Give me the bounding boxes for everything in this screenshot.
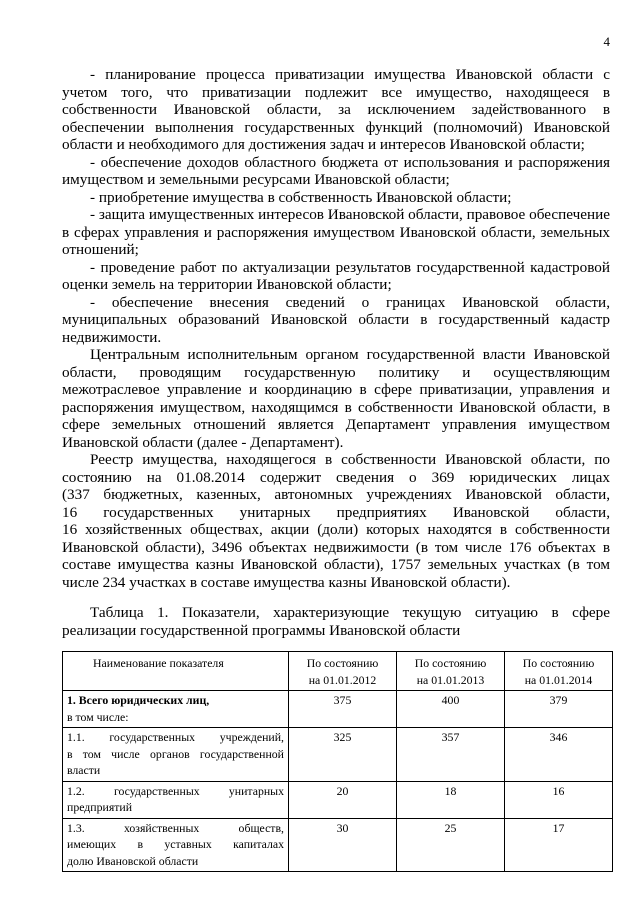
body-line: составе имущества казны Ивановской области), 1757 земельных участках (в том (62, 556, 610, 573)
body-line: обеспечении выполнения государственных функций (полномочий) Ивановской (62, 118, 610, 136)
body-line: межотраслевое управление и координацию в сфере приватизации, управления и (62, 381, 610, 398)
body-line: оценки земель на территории Ивановской области; (62, 276, 392, 293)
indicator-name-line: в том числе: (67, 709, 129, 724)
body-line: (337 бюджетных, казенных, автономных учреждениях Ивановской области, (62, 486, 610, 503)
value-cell: 17 (505, 818, 613, 872)
page-number: 4 (603, 34, 610, 49)
body-line: - обеспечение доходов областного бюджета от использования и распоряжения (90, 153, 610, 171)
body-line: - обеспечение внесения сведений о границах Ивановской области, (90, 293, 610, 311)
value-cell: 25 (397, 818, 505, 872)
body-line: 16 государственных унитарных предприятиях Ивановской области, (62, 503, 610, 521)
body-line: Ивановской области), 3496 объектах недвижимости (в том числе 176 объектах в (62, 538, 610, 556)
body-line: состоянию на 01.08.2014 содержит сведения о 369 юридических лицах (62, 468, 610, 486)
header-line: на 01.01.2014 (524, 672, 593, 687)
body-line: учетом того, что приватизации подлежит все имущество, находящееся в (62, 83, 610, 101)
value-cell: 325 (289, 728, 397, 782)
body-line: сфере земельных отношений является Департамент управления имуществом (62, 416, 610, 433)
value-cell: 357 (397, 728, 505, 782)
body-line: Центральным исполнительным органом государственной власти Ивановской (90, 346, 610, 363)
header-line: По состоянию (306, 656, 379, 670)
table-row (63, 818, 613, 872)
body-line: - планирование процесса приватизации имущества Ивановской области с (90, 66, 610, 83)
indicator-name-line: долю Ивановской области (67, 853, 199, 868)
indicator-name-cell (63, 781, 289, 818)
indicator-name-line: власти (67, 763, 101, 777)
value-cell: 16 (505, 781, 613, 818)
header-line: на 01.01.2012 (308, 672, 377, 687)
table-caption-line: реализации государственной программы Ивановской области (62, 621, 461, 639)
table-row (63, 728, 613, 782)
indicator-name-line: предприятий (67, 800, 133, 814)
value-cell: 20 (289, 781, 397, 818)
header-line: По состоянию (414, 656, 487, 670)
indicator-name-line: 1. Всего юридических лиц, (67, 693, 210, 707)
body-line: - защита имущественных интересов Ивановской области, правовое обеспечение (90, 206, 610, 223)
header-2014 (505, 652, 613, 691)
header-2013 (397, 652, 505, 691)
indicator-name-line: в том числе органов государственной (67, 746, 284, 761)
value-cell: 400 (397, 691, 505, 728)
body-line: - приобретение имущества в собственность Ивановской области; (90, 188, 512, 206)
body-line: Ивановской области (далее - Департамент). (62, 433, 344, 451)
indicator-name-line: 1.2. государственных унитарных (67, 783, 284, 798)
body-line: муниципальных образований Ивановской области в государственный кадастр (62, 311, 610, 328)
indicators-table (62, 651, 613, 872)
body-line: распоряжения имуществом, находящимся в собственности Ивановской области, в (62, 398, 610, 416)
body-line: области и необходимого для достижения задач и интересов Ивановской области; (62, 136, 585, 153)
indicator-name-line: 1.3. хозяйственных обществ, (67, 820, 284, 835)
body-line: отношений; (62, 241, 139, 258)
value-cell: 375 (289, 691, 397, 728)
table-header-row (63, 652, 613, 691)
value-cell: 30 (289, 818, 397, 872)
value-cell: 346 (505, 728, 613, 782)
body-line: недвижимости. (62, 328, 162, 346)
body-text (62, 66, 610, 591)
table-row (63, 691, 613, 728)
indicator-name-cell (63, 728, 289, 782)
body-line: числе 234 участках в составе имущества казны Ивановской области). (62, 573, 511, 591)
header-indicator-name: Наименование показателя (63, 652, 289, 691)
table-caption-line: Таблица 1. Показатели, характеризующие текущую ситуацию в сфере (90, 604, 610, 621)
body-line: области, проводящим государственную политику и осуществляющим (62, 363, 610, 381)
body-line: Реестр имущества, находящегося в собственности Ивановской области, по (90, 451, 610, 468)
body-line: имуществом и земельными ресурсами Ивановской области; (62, 171, 450, 188)
body-line: собственности Ивановской области, за исключением задействованного в (62, 101, 610, 118)
body-line: в сферах управления и распоряжения имуществом Ивановской области, земельных (62, 223, 610, 241)
indicator-name-cell (63, 691, 289, 728)
value-cell: 379 (505, 691, 613, 728)
table-row (63, 781, 613, 818)
body-line: - проведение работ по актуализации результатов государственной кадастровой (90, 258, 610, 276)
value-cell: 18 (397, 781, 505, 818)
indicator-name-line: имеющих в уставных капиталах (67, 837, 284, 851)
table-caption (62, 604, 610, 639)
body-line: 16 хозяйственных обществах, акции (доли) которых находятся в собственности (62, 521, 610, 538)
indicator-name-line: 1.1. государственных учреждений, (67, 730, 284, 744)
header-line: на 01.01.2013 (416, 672, 485, 687)
header-line: По состоянию (522, 656, 595, 670)
header-2012 (289, 652, 397, 691)
indicator-name-cell (63, 818, 289, 872)
